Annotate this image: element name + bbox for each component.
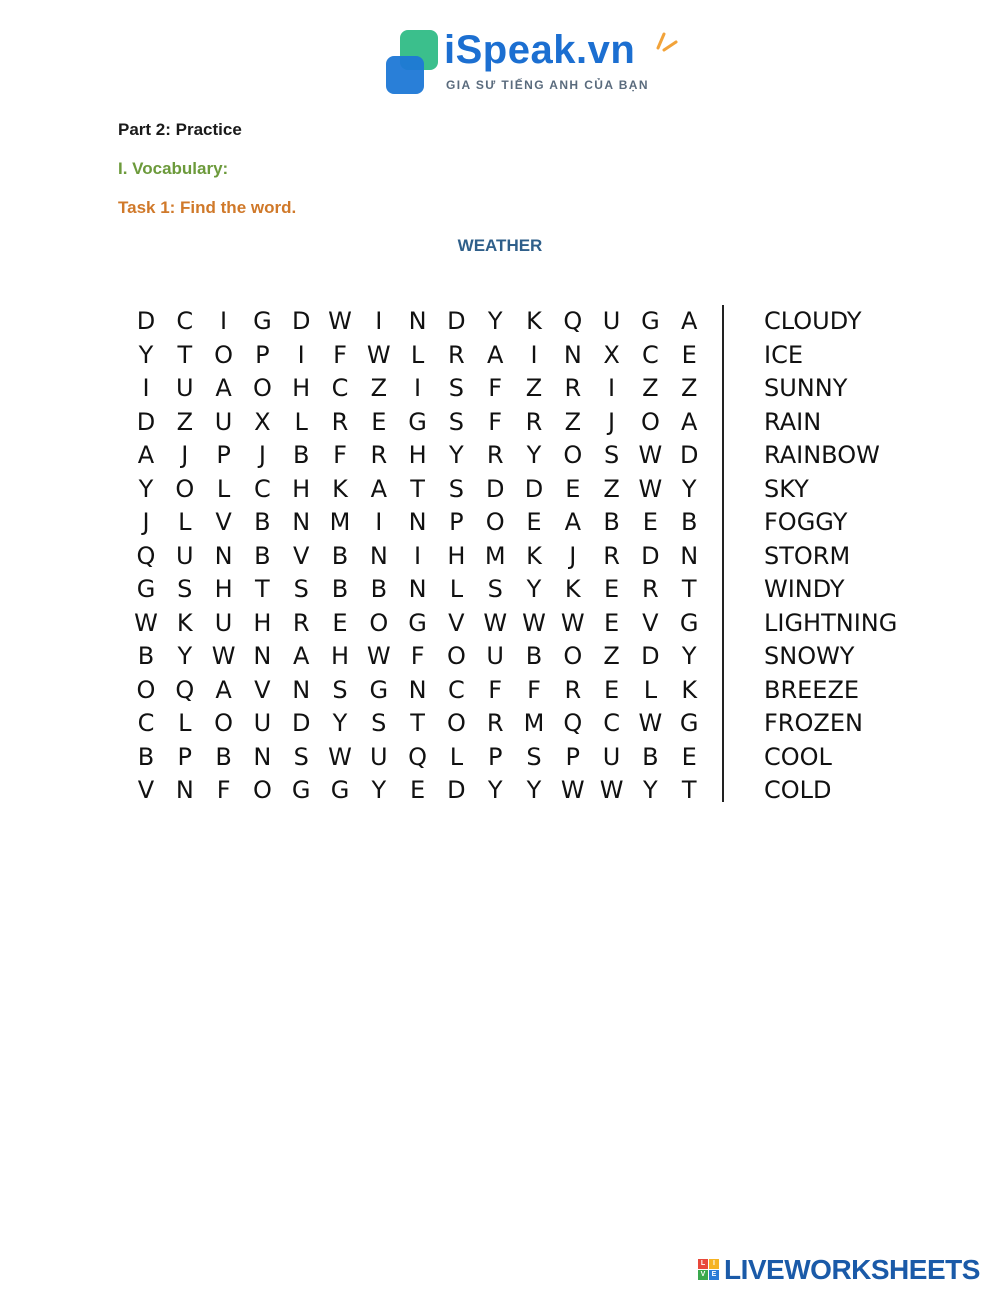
- grid-cell[interactable]: Z: [564, 407, 582, 436]
- grid-row: [128, 372, 698, 406]
- grid-cell[interactable]: F: [333, 340, 347, 369]
- grid-row: [128, 707, 698, 741]
- grid-cell[interactable]: O: [446, 642, 466, 670]
- grid-cell[interactable]: W: [560, 608, 585, 637]
- grid-cell[interactable]: O: [640, 407, 660, 436]
- grid-cell[interactable]: P: [216, 441, 231, 469]
- grid-cell[interactable]: I: [414, 541, 422, 570]
- grid-cell[interactable]: F: [216, 776, 231, 804]
- grid-cell[interactable]: F: [488, 407, 503, 436]
- grid-cell[interactable]: K: [176, 608, 193, 637]
- grid-cell[interactable]: U: [602, 742, 621, 771]
- grid-cell[interactable]: E: [604, 575, 620, 603]
- grid-cell[interactable]: W: [211, 642, 236, 670]
- grid-cell[interactable]: N: [292, 508, 311, 536]
- grid-cell[interactable]: D: [136, 307, 156, 335]
- grid-cell[interactable]: S: [448, 474, 464, 503]
- grid-cell[interactable]: Q: [175, 675, 195, 704]
- grid-cell[interactable]: E: [332, 608, 348, 637]
- grid-row: [128, 607, 698, 641]
- grid-cell[interactable]: F: [488, 374, 503, 402]
- grid-cell[interactable]: B: [525, 642, 543, 670]
- grid-cell[interactable]: B: [137, 742, 155, 771]
- grid-cell[interactable]: G: [408, 608, 427, 637]
- grid-cell[interactable]: R: [525, 407, 543, 436]
- ispeak-logo-icon: [384, 30, 440, 94]
- grid-cell[interactable]: H: [408, 441, 427, 469]
- grid-cell[interactable]: U: [253, 709, 272, 737]
- grid-cell[interactable]: N: [214, 541, 233, 570]
- grid-cell[interactable]: U: [214, 407, 233, 436]
- grid-cell[interactable]: E: [410, 776, 426, 804]
- grid-cell[interactable]: C: [603, 709, 620, 737]
- grid-cell[interactable]: E: [526, 508, 542, 536]
- word-list-item: FROZEN: [764, 709, 863, 737]
- grid-cell[interactable]: W: [328, 742, 352, 771]
- grid-cell[interactable]: W: [328, 307, 352, 335]
- grid-cell[interactable]: T: [410, 709, 425, 737]
- grid-cell[interactable]: O: [563, 642, 583, 670]
- grid-cell[interactable]: Z: [176, 407, 194, 436]
- grid-cell[interactable]: O: [214, 340, 234, 369]
- grid-cell[interactable]: F: [527, 675, 541, 704]
- logo-tagline: GIA SƯ TIẾNG ANH CỦA BẠN: [446, 78, 649, 92]
- logo-brand-text: iSpeak.vn: [444, 28, 636, 72]
- grid-cell[interactable]: E: [681, 340, 697, 369]
- grid-cell[interactable]: I: [608, 374, 616, 402]
- grid-cell[interactable]: D: [291, 307, 311, 335]
- liveworksheets-brand: LIVEWORKSHEETS: [724, 1254, 980, 1285]
- grid-cell[interactable]: B: [642, 742, 659, 771]
- grid-cell[interactable]: U: [486, 642, 504, 670]
- grid-cell[interactable]: R: [486, 441, 504, 469]
- grid-cell[interactable]: K: [564, 575, 581, 603]
- grid-cell[interactable]: Z: [603, 642, 620, 670]
- grid-cell[interactable]: R: [642, 575, 659, 603]
- grid-cell[interactable]: F: [333, 441, 347, 469]
- grid-cell[interactable]: Y: [371, 776, 387, 804]
- grid-row: [128, 640, 698, 674]
- grid-cell[interactable]: U: [370, 742, 388, 771]
- grid-cell[interactable]: S: [293, 575, 309, 603]
- word-list-item: ICE: [764, 340, 803, 369]
- grid-cell[interactable]: G: [253, 307, 272, 335]
- grid-cell[interactable]: V: [642, 608, 659, 637]
- grid-cell[interactable]: N: [563, 340, 582, 369]
- grid-cell[interactable]: G: [291, 776, 311, 804]
- grid-cell[interactable]: Y: [526, 776, 542, 804]
- grid-cell[interactable]: R: [603, 541, 620, 570]
- grid-cell[interactable]: P: [177, 742, 193, 771]
- word-list-item: STORM: [764, 541, 851, 570]
- grid-row: [128, 540, 698, 574]
- grid-cell[interactable]: N: [408, 575, 427, 603]
- grid-cell[interactable]: Y: [681, 474, 697, 503]
- vocabulary-heading: I. Vocabulary:: [118, 159, 229, 178]
- grid-cell[interactable]: Z: [680, 374, 698, 402]
- grid-cell[interactable]: L: [410, 340, 425, 369]
- grid-cell[interactable]: B: [215, 742, 232, 771]
- grid-cell[interactable]: Y: [487, 776, 503, 804]
- grid-cell[interactable]: N: [253, 742, 272, 771]
- grid-cell[interactable]: M: [523, 709, 545, 737]
- grid-cell[interactable]: S: [526, 742, 542, 771]
- grid-cell[interactable]: A: [564, 508, 581, 536]
- grid-cell[interactable]: H: [292, 474, 311, 503]
- grid-cell[interactable]: Z: [642, 374, 659, 402]
- grid-cell[interactable]: W: [638, 709, 663, 737]
- liveworksheets-badge-icon: [698, 1259, 720, 1281]
- part-heading: Part 2: Practice: [118, 120, 242, 139]
- grid-cell[interactable]: I: [375, 307, 383, 335]
- grid-cell[interactable]: Y: [643, 776, 658, 804]
- grid-cell[interactable]: A: [215, 675, 232, 704]
- grid-cell[interactable]: W: [366, 340, 391, 369]
- grid-cell[interactable]: D: [136, 407, 156, 436]
- grid-cell[interactable]: G: [679, 608, 699, 637]
- grid-row: [128, 774, 698, 808]
- grid-cell[interactable]: I: [375, 508, 383, 536]
- grid-cell[interactable]: W: [599, 776, 624, 804]
- grid-cell[interactable]: O: [136, 675, 156, 704]
- grid-cell[interactable]: N: [292, 675, 311, 704]
- grid-cell[interactable]: P: [565, 742, 581, 771]
- grid-cell[interactable]: O: [252, 776, 272, 804]
- grid-cell[interactable]: V: [137, 776, 155, 804]
- grid-cell[interactable]: L: [643, 675, 658, 704]
- grid-cell[interactable]: U: [214, 608, 233, 637]
- grid-cell[interactable]: Z: [603, 474, 620, 503]
- grid-cell[interactable]: W: [522, 608, 546, 637]
- grid-cell[interactable]: V: [254, 675, 271, 704]
- grid-cell[interactable]: A: [680, 307, 698, 335]
- grid-cell[interactable]: D: [679, 441, 699, 469]
- grid-cell[interactable]: X: [603, 340, 620, 369]
- grid-cell[interactable]: P: [449, 508, 464, 536]
- grid-row: [128, 674, 698, 708]
- grid-cell[interactable]: C: [254, 474, 271, 503]
- grid-cell[interactable]: A: [486, 340, 504, 369]
- grid-cell[interactable]: U: [602, 307, 621, 335]
- grid-cell[interactable]: N: [408, 508, 427, 536]
- grid-cell[interactable]: S: [603, 441, 620, 469]
- grid-cell[interactable]: A: [137, 441, 155, 469]
- grid-cell[interactable]: W: [366, 642, 391, 670]
- grid-cell[interactable]: R: [448, 340, 465, 369]
- grid-cell[interactable]: F: [488, 675, 503, 704]
- grid-row: [128, 506, 698, 540]
- grid-cell[interactable]: Y: [138, 474, 154, 503]
- grid-cell[interactable]: V: [448, 608, 465, 637]
- grid-cell[interactable]: S: [332, 675, 348, 704]
- task-heading: Task 1: Find the word.: [118, 198, 297, 217]
- grid-cell[interactable]: S: [487, 575, 503, 603]
- grid-cell[interactable]: H: [292, 374, 311, 402]
- grid-row: [128, 406, 698, 440]
- grid-cell[interactable]: E: [371, 407, 387, 436]
- grid-cell[interactable]: L: [178, 508, 192, 536]
- grid-cell[interactable]: S: [177, 575, 193, 603]
- grid-cell[interactable]: K: [526, 541, 542, 570]
- grid-cell[interactable]: K: [526, 307, 542, 335]
- topic-heading: WEATHER: [457, 236, 543, 255]
- grid-cell[interactable]: D: [291, 709, 311, 737]
- grid-cell[interactable]: R: [370, 441, 388, 469]
- grid-cell[interactable]: N: [253, 642, 272, 670]
- word-list-item: SKY: [764, 474, 809, 503]
- grid-cell[interactable]: Q: [408, 742, 428, 771]
- grid-cell[interactable]: Z: [525, 374, 543, 402]
- grid-row: [128, 305, 698, 339]
- grid-cell[interactable]: N: [408, 307, 427, 335]
- word-list-item: FOGGY: [764, 508, 848, 536]
- grid-cell[interactable]: C: [331, 374, 349, 402]
- grid-cell[interactable]: T: [681, 776, 697, 804]
- word-list-item: RAINBOW: [764, 441, 880, 469]
- grid-cell[interactable]: Y: [138, 340, 154, 369]
- grid-cell[interactable]: W: [638, 441, 663, 469]
- grid-cell[interactable]: L: [449, 575, 464, 603]
- grid-cell[interactable]: A: [215, 374, 232, 402]
- grid-cell[interactable]: H: [253, 608, 272, 637]
- grid-cell[interactable]: E: [681, 742, 697, 771]
- grid-cell[interactable]: B: [370, 575, 388, 603]
- grid-cell[interactable]: E: [604, 608, 620, 637]
- grid-cell[interactable]: O: [485, 508, 505, 536]
- grid-cell[interactable]: Y: [332, 709, 348, 737]
- grid-cell[interactable]: U: [176, 541, 194, 570]
- grid-cell[interactable]: O: [446, 709, 466, 737]
- grid-cell[interactable]: O: [175, 474, 195, 503]
- grid-cell[interactable]: E: [642, 508, 658, 536]
- grid-cell[interactable]: I: [142, 374, 150, 402]
- grid-cell[interactable]: Y: [177, 642, 193, 670]
- grid-cell[interactable]: K: [332, 474, 348, 503]
- grid-cell[interactable]: L: [294, 407, 308, 436]
- word-list: [764, 305, 897, 808]
- grid-cell[interactable]: W: [134, 608, 158, 637]
- grid-cell[interactable]: O: [369, 608, 389, 637]
- ispeak-logo: [384, 26, 684, 96]
- grid-cell[interactable]: I: [530, 340, 538, 369]
- grid-cell[interactable]: D: [447, 307, 466, 335]
- grid-cell[interactable]: I: [220, 307, 228, 335]
- grid-cell[interactable]: P: [255, 340, 270, 369]
- grid-cell[interactable]: J: [258, 441, 266, 469]
- grid-cell[interactable]: Q: [563, 709, 583, 737]
- grid-cell[interactable]: D: [641, 541, 660, 570]
- grid-cell[interactable]: C: [448, 675, 465, 704]
- grid-cell[interactable]: H: [214, 575, 233, 603]
- grid-cell[interactable]: Y: [526, 575, 542, 603]
- word-list-item: COOL: [764, 742, 832, 771]
- grid-cell[interactable]: A: [680, 407, 698, 436]
- grid-cell[interactable]: H: [447, 541, 466, 570]
- grid-divider: [722, 305, 724, 802]
- grid-cell[interactable]: B: [254, 541, 271, 570]
- grid-cell[interactable]: W: [483, 608, 508, 637]
- grid-cell[interactable]: O: [252, 374, 272, 402]
- grid-cell[interactable]: W: [638, 474, 663, 503]
- grid-cell[interactable]: W: [560, 776, 585, 804]
- grid-cell[interactable]: C: [642, 340, 659, 369]
- word-list-item: COLD: [764, 776, 832, 804]
- badge-letter: L: [698, 1259, 708, 1269]
- grid-cell[interactable]: I: [297, 340, 305, 369]
- grid-cell[interactable]: B: [292, 441, 310, 469]
- grid-cell[interactable]: R: [292, 608, 310, 637]
- grid-cell[interactable]: E: [565, 474, 581, 503]
- grid-cell[interactable]: O: [563, 441, 583, 469]
- grid-cell[interactable]: N: [175, 776, 194, 804]
- grid-cell[interactable]: S: [371, 709, 387, 737]
- grid-cell[interactable]: J: [181, 441, 189, 469]
- grid-cell[interactable]: B: [603, 508, 620, 536]
- grid-cell[interactable]: B: [254, 508, 271, 536]
- word-list-item: RAIN: [764, 407, 822, 436]
- grid-cell[interactable]: A: [370, 474, 387, 503]
- grid-cell[interactable]: T: [255, 575, 270, 603]
- grid-cell[interactable]: D: [447, 776, 466, 804]
- grid-row: [128, 339, 698, 373]
- grid-cell[interactable]: R: [564, 374, 582, 402]
- grid-cell[interactable]: N: [680, 541, 699, 570]
- grid-cell[interactable]: G: [330, 776, 350, 804]
- grid-cell[interactable]: C: [176, 307, 194, 335]
- grid-cell[interactable]: S: [293, 742, 309, 771]
- grid-cell[interactable]: O: [214, 709, 234, 737]
- grid-cell[interactable]: F: [410, 642, 425, 670]
- grid-cell[interactable]: L: [449, 742, 464, 771]
- grid-cell[interactable]: G: [408, 407, 427, 436]
- grid-cell[interactable]: B: [137, 642, 155, 670]
- word-search-grid: [128, 305, 698, 808]
- grid-cell[interactable]: Z: [370, 374, 388, 402]
- badge-letter: E: [709, 1270, 719, 1280]
- grid-cell[interactable]: Q: [563, 307, 583, 335]
- grid-row: [128, 573, 698, 607]
- grid-cell[interactable]: Y: [526, 441, 542, 469]
- grid-cell[interactable]: X: [254, 407, 271, 436]
- grid-cell[interactable]: L: [216, 474, 231, 503]
- grid-cell[interactable]: K: [681, 675, 698, 704]
- grid-cell[interactable]: D: [641, 642, 660, 670]
- grid-cell[interactable]: M: [329, 508, 351, 536]
- word-list-item: LIGHTNING: [764, 608, 898, 637]
- sparkle-icon: [654, 30, 680, 52]
- grid-cell[interactable]: A: [292, 642, 310, 670]
- grid-cell[interactable]: G: [369, 675, 389, 704]
- word-list-item: CLOUDY: [764, 307, 862, 335]
- word-list-item: SUNNY: [764, 374, 848, 402]
- grid-cell[interactable]: G: [679, 709, 699, 737]
- grid-row: [128, 473, 698, 507]
- grid-cell[interactable]: B: [680, 508, 698, 536]
- grid-cell[interactable]: C: [137, 709, 155, 737]
- grid-cell[interactable]: U: [176, 374, 194, 402]
- word-list-item: SNOWY: [764, 642, 855, 670]
- grid-cell[interactable]: Y: [449, 441, 464, 469]
- word-list-item: BREEZE: [764, 675, 860, 704]
- grid-cell[interactable]: B: [331, 575, 349, 603]
- grid-cell[interactable]: V: [292, 541, 310, 570]
- grid-cell[interactable]: G: [641, 307, 660, 335]
- grid-cell[interactable]: R: [564, 675, 582, 704]
- grid-row: [128, 741, 698, 775]
- grid-cell[interactable]: S: [448, 374, 464, 402]
- grid-cell[interactable]: T: [177, 340, 193, 369]
- grid-cell[interactable]: J: [142, 508, 150, 536]
- badge-letter: V: [698, 1270, 708, 1280]
- word-list-item: WINDY: [764, 575, 845, 603]
- grid-cell[interactable]: J: [608, 407, 616, 436]
- grid-cell[interactable]: Y: [487, 307, 503, 335]
- grid-cell[interactable]: G: [136, 575, 156, 603]
- grid-cell[interactable]: Q: [136, 541, 156, 570]
- grid-cell[interactable]: J: [569, 541, 577, 570]
- grid-cell[interactable]: M: [484, 541, 506, 570]
- badge-letter: I: [709, 1259, 719, 1269]
- grid-cell[interactable]: I: [414, 374, 422, 402]
- grid-row: [128, 439, 698, 473]
- grid-cell[interactable]: B: [331, 541, 349, 570]
- grid-cell[interactable]: L: [178, 709, 192, 737]
- grid-cell[interactable]: S: [448, 407, 464, 436]
- grid-cell[interactable]: P: [487, 742, 503, 771]
- grid-cell[interactable]: T: [410, 474, 425, 503]
- grid-cell[interactable]: V: [215, 508, 232, 536]
- grid-cell[interactable]: D: [524, 474, 544, 503]
- grid-cell[interactable]: N: [369, 541, 388, 570]
- grid-cell[interactable]: N: [408, 675, 427, 704]
- grid-cell[interactable]: R: [331, 407, 349, 436]
- grid-cell[interactable]: E: [604, 675, 620, 704]
- grid-cell[interactable]: Y: [681, 642, 697, 670]
- grid-cell[interactable]: D: [485, 474, 505, 503]
- grid-cell[interactable]: T: [681, 575, 697, 603]
- grid-cell[interactable]: H: [330, 642, 350, 670]
- grid-cell[interactable]: R: [486, 709, 504, 737]
